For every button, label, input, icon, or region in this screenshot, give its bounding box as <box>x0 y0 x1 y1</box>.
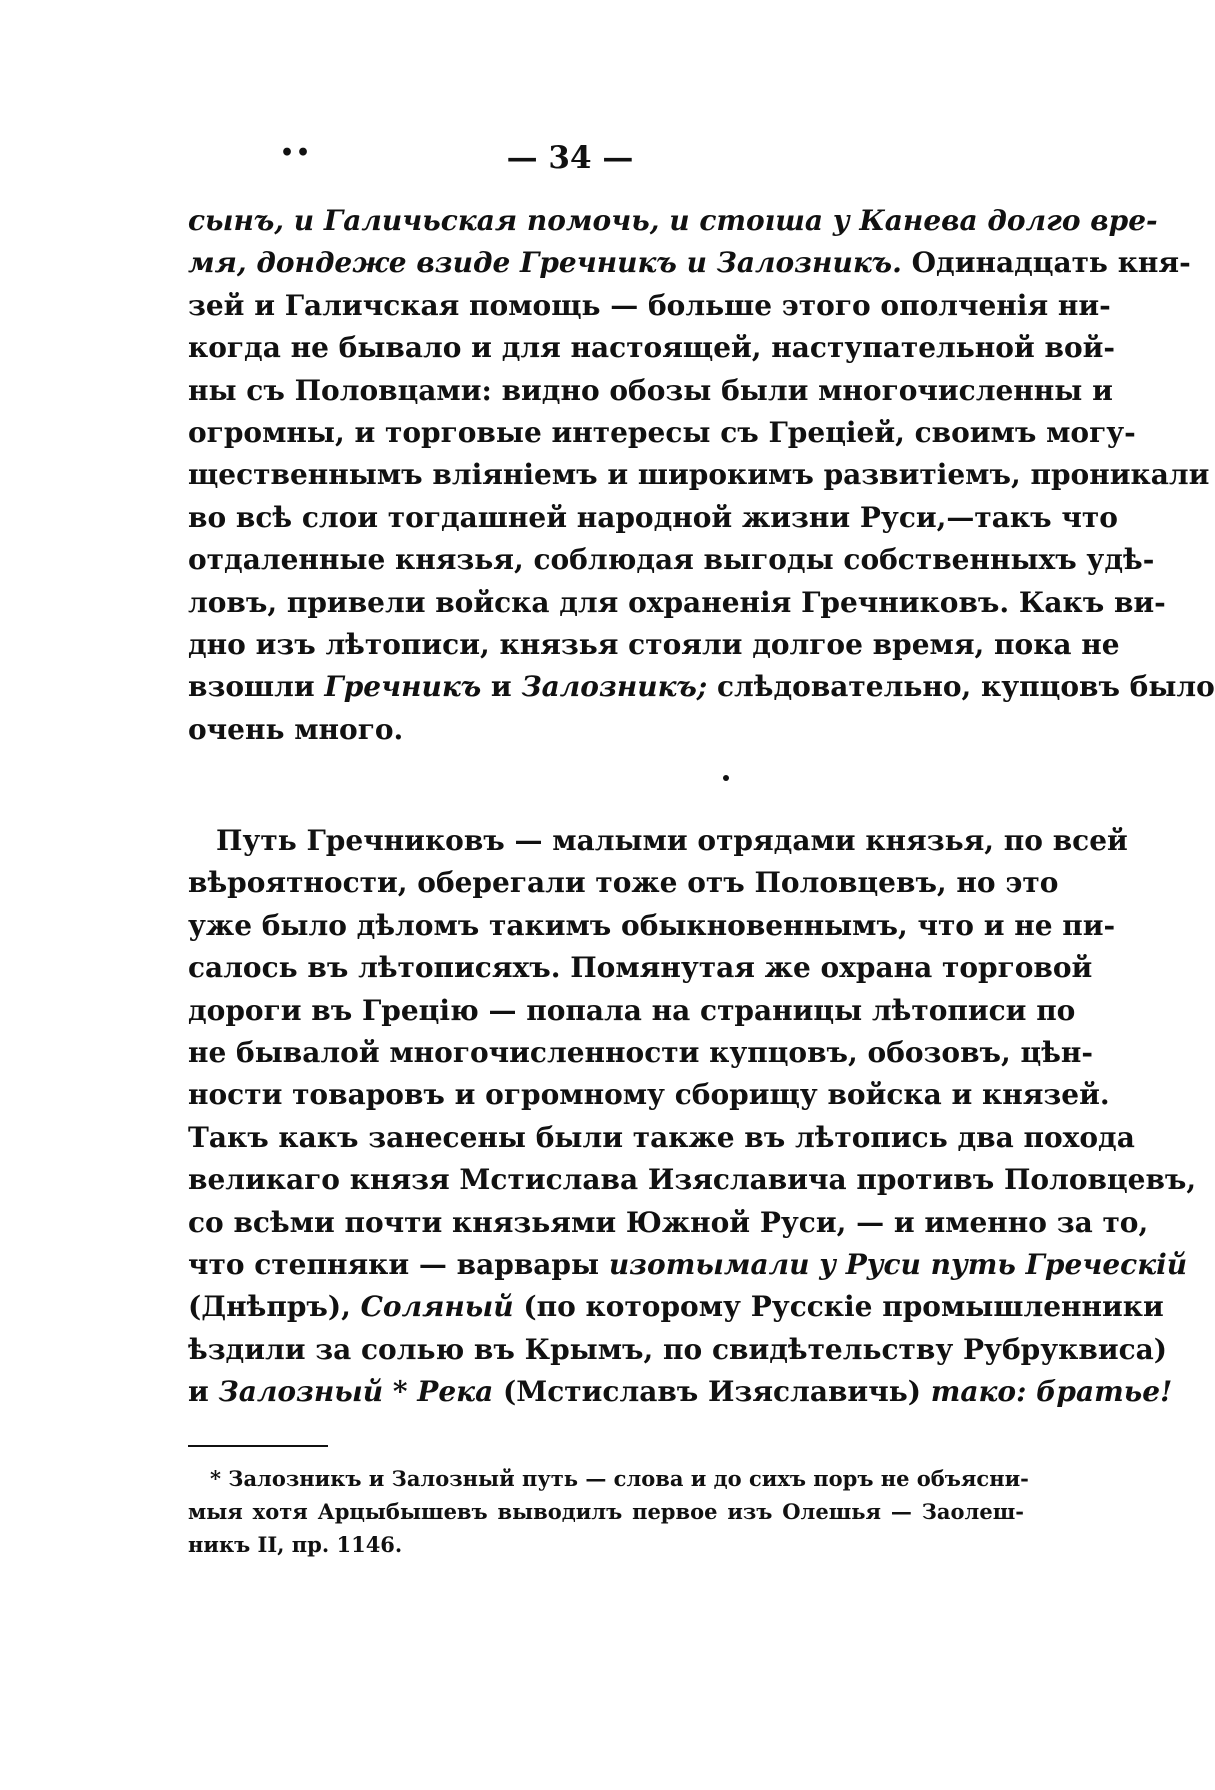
text-run: взошли <box>188 670 325 704</box>
top-mark: •• <box>280 140 313 166</box>
print-speck <box>723 775 729 781</box>
text-run: дороги въ Грецію — попала на страницы лѣтописи по <box>188 993 1076 1027</box>
paragraph-2 <box>188 820 1197 1413</box>
text-run: щественнымъ вліяніемъ и широкимъ развитіемъ, проникали <box>188 458 1210 492</box>
text-line <box>188 1286 1164 1328</box>
text-run: ности товаровъ и огромному сборищу войска и князей. <box>188 1078 1110 1112</box>
text-run: не бывалой многочисленности купцовъ, обозовъ, цѣн- <box>188 1035 1094 1069</box>
text-run: что степняки — варвары <box>188 1247 609 1281</box>
text-run: ны съ Половцами: видно обозы были многочисленны и <box>188 373 1113 407</box>
paragraph-1 <box>188 200 1215 751</box>
text-line <box>188 820 1128 862</box>
text-run: зей и Галичская помощь — больше этого ополченія ни- <box>188 288 1111 322</box>
text-run: Одинадцать кня- <box>901 246 1191 280</box>
text-run: отдаленные князья, соблюдая выгоды собственныхъ удѣ- <box>188 543 1155 577</box>
text-line <box>188 862 1059 904</box>
text-line <box>188 327 1116 369</box>
text-run: очень много. <box>188 712 404 746</box>
text-line <box>188 947 1093 989</box>
text-line <box>188 990 1076 1032</box>
text-run: во всѣ слои тогдашней народной жизни Руси,—такъ что <box>188 500 1118 534</box>
footnote <box>188 1462 1029 1561</box>
text-line <box>188 370 1113 412</box>
text-line <box>188 1074 1110 1116</box>
text-run: и <box>481 670 522 704</box>
text-line <box>188 582 1166 624</box>
text-run: огромны, и торговые интересы съ Греціей, своимъ могу- <box>188 415 1136 449</box>
text-run: (Днѣпръ), <box>188 1290 361 1324</box>
text-line <box>188 624 1120 666</box>
text-line <box>188 1329 1168 1371</box>
text-line <box>188 1159 1197 1201</box>
text-line <box>188 412 1136 454</box>
text-line <box>188 666 1215 708</box>
text-run: мыя хотя Арцыбышевъ выводилъ первое изъ Олешья — Заолеш- <box>188 1499 1024 1524</box>
text-line <box>188 1244 1188 1286</box>
italic-text: изотымали у Руси путь Греческій <box>608 1247 1188 1281</box>
text-line <box>188 1117 1135 1159</box>
text-run: ѣздили за солью въ Крымъ, по свидѣтельству Рубруквиса) <box>188 1332 1168 1366</box>
text-run: (Мстиславъ Изяславичь) <box>493 1375 931 1409</box>
text-line <box>188 1371 1173 1413</box>
footnote-line <box>188 1495 1024 1528</box>
text-line <box>188 905 1116 947</box>
italic-text: Гречникъ <box>324 670 482 704</box>
text-line <box>188 454 1210 496</box>
text-line <box>188 1202 1149 1244</box>
text-run: * Залозникъ и Залозный путь — слова и до сихъ поръ не объясни- <box>210 1466 1029 1491</box>
text-run: ловъ, привели войска для охраненія Гречниковъ. Какъ ви- <box>188 585 1166 619</box>
text-run: Путь Гречниковъ — малыми отрядами князья, по всей <box>216 824 1128 857</box>
italic-text: Залозный <box>218 1375 384 1409</box>
text-line <box>188 709 1024 751</box>
text-run: уже было дѣломъ такимъ обыкновеннымъ, что и не пи- <box>188 908 1116 942</box>
text-run: когда не бывало и для настоящей, наступательной вой- <box>188 331 1116 365</box>
text-run: * <box>383 1375 418 1409</box>
italic-text: Залозникъ; <box>521 670 708 704</box>
text-line <box>188 497 1118 539</box>
italic-text: мя, дондеже взиде Гречникъ и Залозникъ. <box>188 246 902 280</box>
text-line <box>188 242 1191 284</box>
text-run: великаго князя Мстислава Изяславича противъ Половцевъ, <box>188 1163 1197 1197</box>
text-run: со всѣми почти князьями Южной Руси, — и именно за то, <box>188 1205 1149 1239</box>
footnote-line <box>188 1462 1029 1495</box>
footnote-line <box>188 1528 1024 1561</box>
italic-text: Соляный <box>360 1290 514 1324</box>
text-run: слѣдовательно, купцовъ было <box>707 670 1215 704</box>
text-run: никъ II, пр. 1146. <box>188 1532 403 1557</box>
footnote-divider <box>188 1445 328 1447</box>
text-run: (по которому Русскіе промышленники <box>513 1290 1164 1324</box>
text-run: и <box>188 1375 219 1409</box>
text-line <box>188 539 1155 581</box>
text-run: салось въ лѣтописяхъ. Помянутая же охрана торговой <box>188 951 1093 985</box>
text-run: вѣроятности, оберегали тоже отъ Половцевъ, но это <box>188 866 1059 900</box>
italic-text: Река <box>417 1375 494 1409</box>
text-run: дно изъ лѣтописи, князья стояли долгое время, пока не <box>188 627 1120 661</box>
italic-text: сынъ, и Галичьская помочь, и стоıша у Канева долго вре- <box>188 204 1158 237</box>
italic-text: тако: братье! <box>930 1375 1173 1409</box>
text-line <box>188 200 1158 242</box>
page-number: — 34 — <box>506 140 634 176</box>
text-line <box>188 285 1111 327</box>
text-run: Такъ какъ занесены были также въ лѣтопись два похода <box>188 1120 1135 1154</box>
text-line <box>188 1032 1094 1074</box>
